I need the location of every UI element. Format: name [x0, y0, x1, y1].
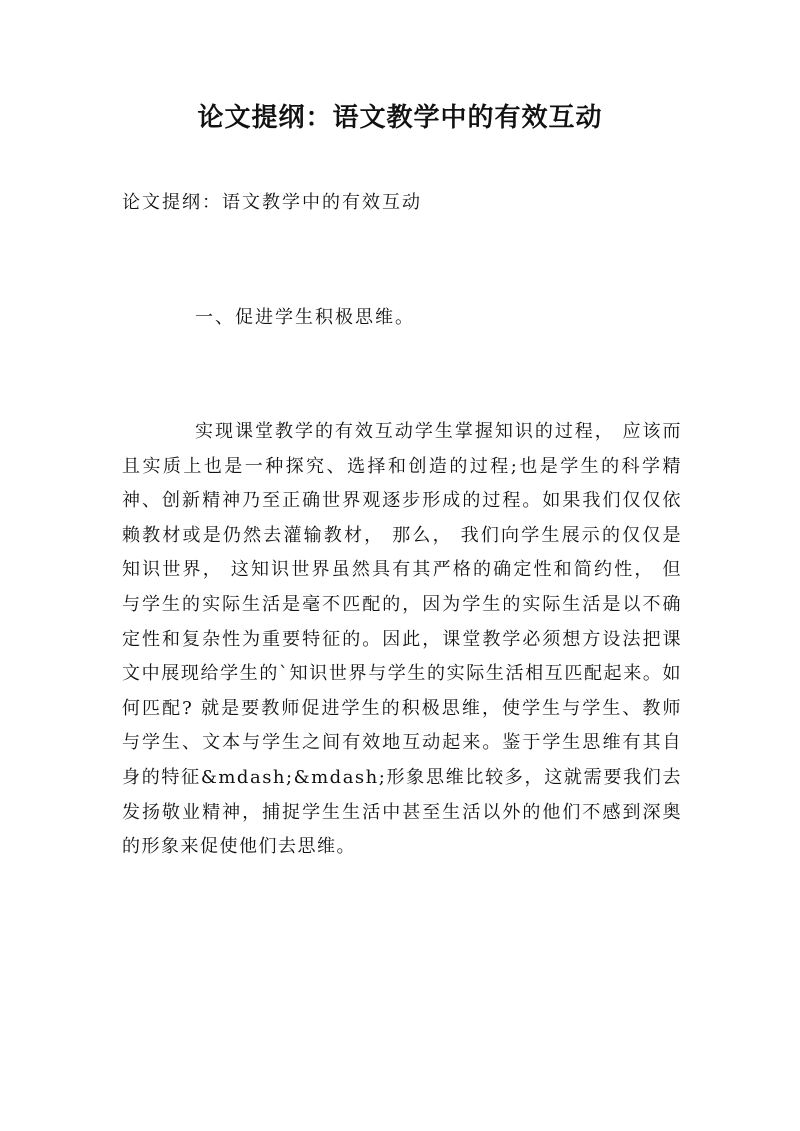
body-paragraph: 实现课堂教学的有效互动学生掌握知识的过程， 应该而且实质上也是一种探究、选择和创造的过程;也是学生的科学精神、创新精神乃至正确世界观逐步形成的过程。如果我们仅仅依赖教材或是仍然去灌输教材， 那么， 我们向学生展示的仅仅是知识世界， 这知识世界虽然具有其严格的确定性和简约性， 但与学生的实际生活是毫不匹配的，因为学生的实际生活是以不确定性和复杂性为重要特征的。因此，课堂教学必须想方设法把课文中展现给学生的`知识世界与学生的实际生活相互匹配起来。如何匹配? 就是要教师促进学生的积极思维，使学生与学生、教师与学生、文本与学生之间有效地互动起来。鉴于学生思维有其自身的特征&mdash;&mdash;形象思维比较多，这就需要我们去发扬敬业精神，捕捉学生生活中甚至生活以外的他们不感到深奥的形象来促使他们去思维。: [122, 421, 682, 858]
section-heading: 一、促进学生积极思维。: [195, 307, 415, 328]
page-title: 论文提纲：语文教学中的有效互动: [197, 103, 603, 133]
document-subtitle: 论文提纲：语文教学中的有效互动: [122, 192, 422, 213]
